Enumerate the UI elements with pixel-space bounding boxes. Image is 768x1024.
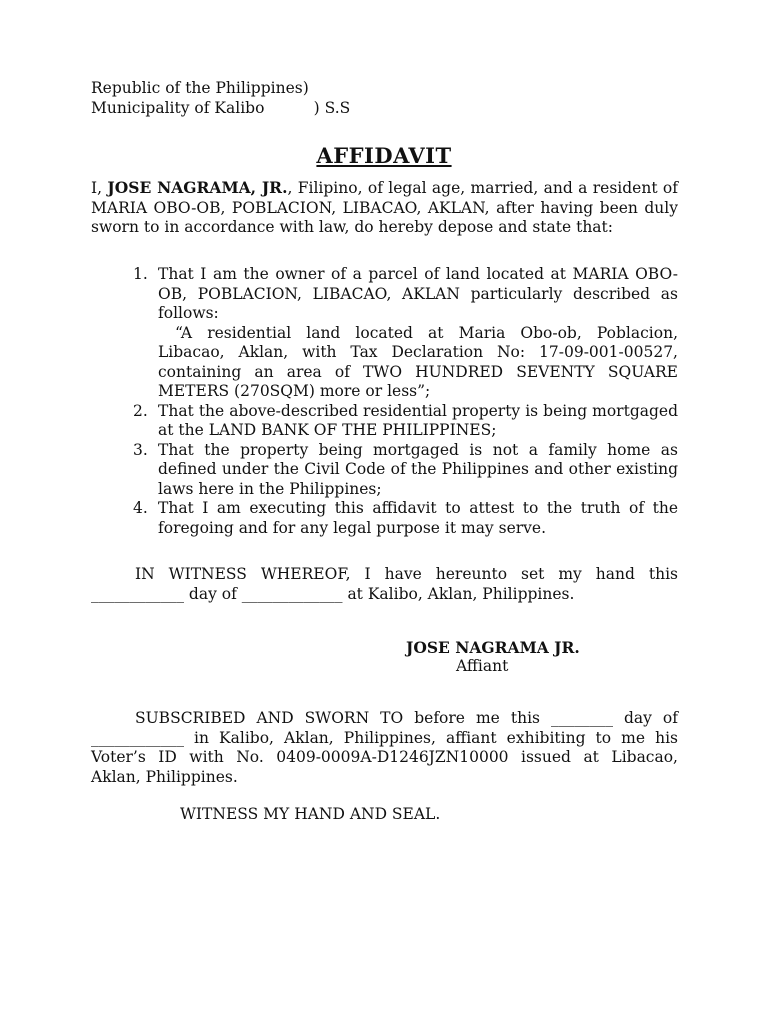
seal-statement: WITNESS MY HAND AND SEAL.	[180, 805, 441, 823]
document-title: AFFIDAVIT	[316, 143, 452, 168]
intro-lead: I,	[91, 179, 108, 197]
statement-item-3	[133, 441, 678, 500]
item-number: 1.	[133, 265, 148, 283]
item-text: That I am executing this affidavit to attest to the truth of the foregoing and for any legal purpose it may serve.	[158, 499, 678, 537]
witness-paragraph: IN WITNESS WHEREOF, I have hereunto set my hand this ____________ day of _____________ at Kalibo, Aklan, Philippines.	[91, 565, 678, 603]
statement-item-1	[133, 265, 678, 402]
item-number: 4.	[133, 499, 148, 517]
item-text: That the property being mortgaged is not a family home as defined under the Civil Code of the Philippines and other existing laws here in the Philippines;	[158, 440, 678, 498]
item-text: That the above-described residential property is being mortgaged at the LAND BANK OF THE PHILIPPINES;	[158, 401, 678, 439]
intro-paragraph	[91, 178, 678, 238]
venue-republic: Republic of the Philippines)	[91, 79, 309, 97]
venue-municipality: Municipality of Kalibo ) S.S	[91, 98, 351, 117]
affiant-label: Affiant	[456, 657, 509, 675]
item-text: That I am the owner of a parcel of land located at MARIA OBO-OB, POBLACION, LIBACAO, AKLAN particularly described as follows:	[158, 265, 678, 322]
affiant-signature-name: JOSE NAGRAMA JR.	[406, 638, 580, 657]
item-number: 2.	[133, 401, 148, 420]
jurat-paragraph: SUBSCRIBED AND SWORN TO before me this ________ day of ____________ in Kalibo, Aklan, Philippines, affiant exhibiting to me his Voter’s ID with No. 0409-0009A-D1246JZN10000 issued at Libacao, Aklan, Philippines.	[91, 709, 678, 786]
statement-item-2	[133, 402, 678, 441]
affiant-name-intro: JOSE NAGRAMA, JR.	[107, 178, 288, 197]
intro-rest: , Filipino, of legal age, married, and a resident of MARIA OBO-OB, POBLACION, LIBACAO, AKLAN, after having been duly sworn to in accordance with law, do hereby depose and state that:	[91, 179, 678, 236]
item-number: 3.	[133, 440, 148, 459]
statement-item-4	[133, 499, 678, 538]
venue-block	[91, 79, 491, 118]
property-description-quote: “A residential land located at Maria Obo-ob, Poblacion, Libacao, Aklan, with Tax Declaration No: 17-09-001-00527, containing an area of TWO HUNDRED SEVENTY SQUARE METERS (270SQM) more or less”;	[158, 323, 678, 400]
statement-list	[133, 265, 678, 538]
